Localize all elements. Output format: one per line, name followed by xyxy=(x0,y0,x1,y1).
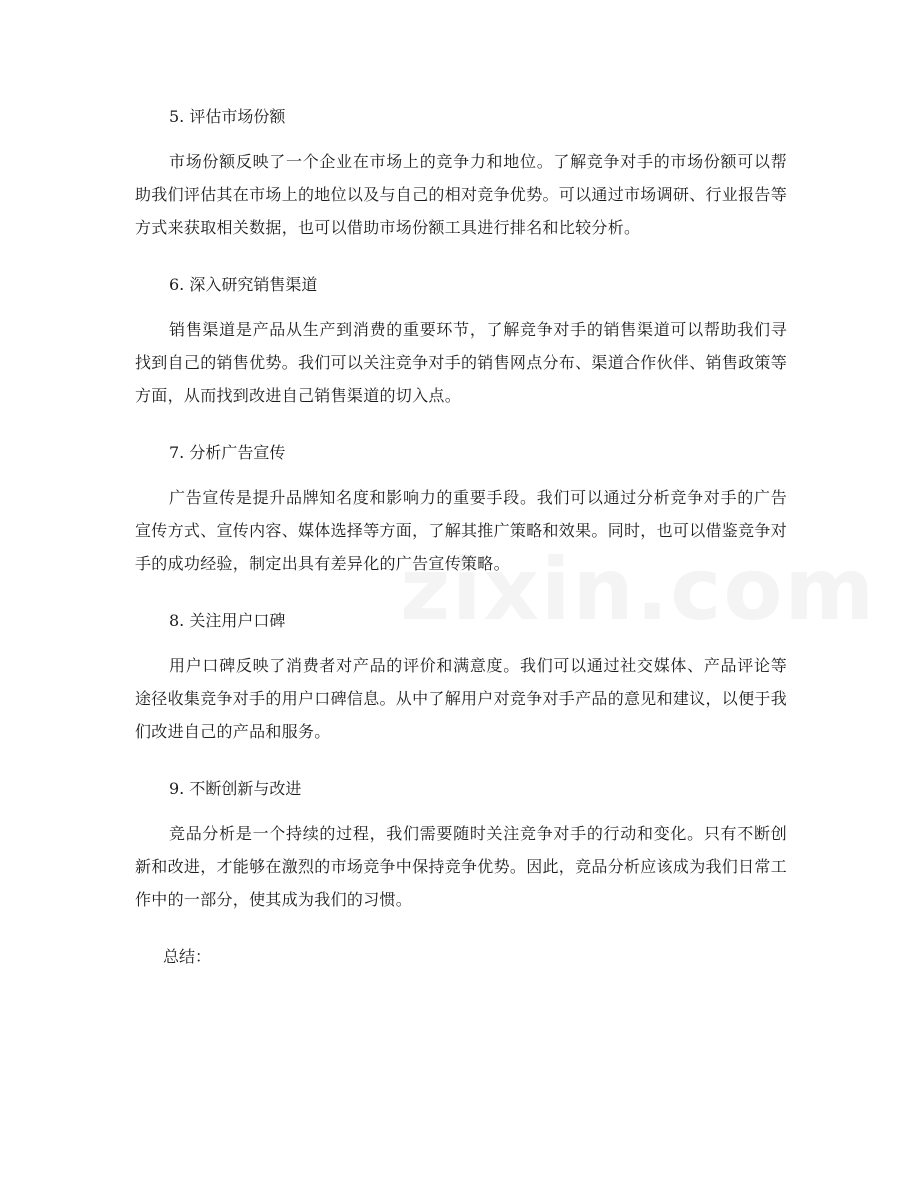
section-heading: 6. 深入研究销售渠道 xyxy=(169,275,318,294)
section-user-reputation xyxy=(135,607,787,748)
section-paragraph: 销售渠道是产品从生产到消费的重要环节，了解竞争对手的销售渠道可以帮助我们寻找到自己的销售优势。我们可以关注竞争对手的销售网点分布、渠道合作伙伴、销售政策等方面，从而找到改进自己销售渠道的切入点。 xyxy=(135,320,788,405)
section-paragraph: 市场份额反映了一个企业在市场上的竞争力和地位。了解竞争对手的市场份额可以帮助我们评估其在市场上的地位以及与自己的相对竞争优势。可以通过市场调研、行业报告等方式来获取相关数据，也可以借助市场份额工具进行排名和比较分析。 xyxy=(135,152,788,237)
section-heading: 7. 分析广告宣传 xyxy=(169,443,286,462)
section-paragraph: 竞品分析是一个持续的过程，我们需要随时关注竞争对手的行动和变化。只有不断创新和改进，才能够在激烈的市场竞争中保持竞争优势。因此，竞品分析应该成为我们日常工作中的一部分，使其成为我们的习惯。 xyxy=(135,824,788,909)
document-body xyxy=(135,103,787,971)
section-heading: 5. 评估市场份额 xyxy=(169,107,286,126)
section-paragraph: 用户口碑反映了消费者对产品的评价和满意度。我们可以通过社交媒体、产品评论等途径收集竞争对手的用户口碑信息。从中了解用户对竞争对手产品的意见和建议，以便于我们改进自己的产品和服务。 xyxy=(135,656,788,741)
section-innovation xyxy=(135,775,787,916)
section-paragraph: 广告宣传是提升品牌知名度和影响力的重要手段。我们可以通过分析竞争对手的广告宣传方式、宣传内容、媒体选择等方面，了解其推广策略和效果。同时，也可以借鉴竞争对手的成功经验，制定出具有差异化的广告宣传策略。 xyxy=(135,488,788,573)
summary-label: 总结： xyxy=(163,947,212,966)
section-heading: 8. 关注用户口碑 xyxy=(169,611,286,630)
section-market-share xyxy=(135,103,787,244)
watermark-logo: zixin.com xyxy=(400,540,877,640)
section-sales-channels xyxy=(135,271,787,412)
section-heading: 9. 不断创新与改进 xyxy=(169,779,302,798)
section-advertising xyxy=(135,439,787,580)
